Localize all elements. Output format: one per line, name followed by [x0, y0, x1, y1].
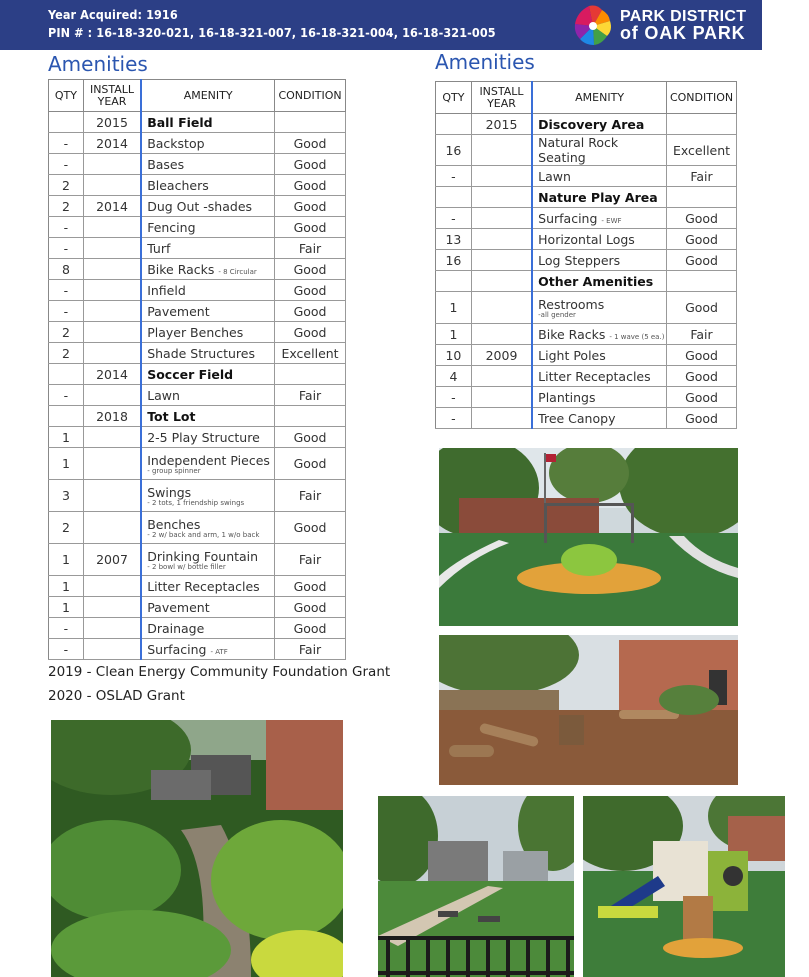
- cell-condition: [667, 271, 737, 292]
- amenity-name: Bike Racks: [147, 261, 215, 277]
- cell-condition: Fair: [275, 238, 346, 259]
- cell-install-year: [83, 576, 141, 597]
- cell-qty: 1: [49, 576, 84, 597]
- cell-install-year: [83, 280, 141, 301]
- amenity-note: - 8 Circular: [218, 267, 257, 276]
- cell-condition: Fair: [667, 324, 737, 345]
- cell-condition: Good: [275, 322, 346, 343]
- amenity-name: Litter Receptacles: [147, 578, 260, 594]
- cell-qty: 1: [49, 427, 84, 448]
- table-row: [49, 512, 346, 544]
- cell-condition: Good: [667, 345, 737, 366]
- pin-numbers: PIN # : 16-18-320-021, 16-18-321-007, 16-18-321-004, 16-18-321-005: [48, 25, 496, 40]
- cell-amenity: [141, 112, 274, 133]
- grant-line-2020: 2020 - OSLAD Grant: [48, 688, 185, 704]
- column-header-install-year: INSTALL YEAR: [471, 82, 532, 114]
- cell-amenity: [141, 576, 274, 597]
- table-row: [49, 597, 346, 618]
- cell-qty: -: [49, 217, 84, 238]
- cell-install-year: [83, 618, 141, 639]
- cell-amenity: [141, 280, 274, 301]
- cell-condition: [667, 114, 737, 135]
- amenity-name: Pavement: [147, 303, 210, 319]
- cell-amenity: [141, 597, 274, 618]
- cell-amenity: [141, 385, 274, 406]
- table-row: [49, 639, 346, 660]
- cell-qty: -: [436, 166, 472, 187]
- cell-amenity: [141, 406, 274, 427]
- cell-condition: Good: [275, 512, 346, 544]
- cell-qty: -: [49, 618, 84, 639]
- cell-qty: -: [436, 208, 472, 229]
- cell-amenity: [141, 154, 274, 175]
- cell-qty: 8: [49, 259, 84, 280]
- amenity-name: Pavement: [147, 599, 210, 615]
- cell-amenity: [532, 250, 666, 271]
- cell-install-year: [83, 512, 141, 544]
- amenity-name: Tree Canopy: [538, 410, 616, 426]
- cell-qty: 1: [49, 544, 84, 576]
- cell-condition: Good: [667, 408, 737, 429]
- cell-amenity: [141, 618, 274, 639]
- cell-qty: -: [49, 133, 84, 154]
- table-row: [49, 427, 346, 448]
- cell-install-year: [471, 135, 532, 166]
- table-row: [436, 387, 737, 408]
- table-row: [49, 448, 346, 480]
- cell-qty: 3: [49, 480, 84, 512]
- table-row: [436, 324, 737, 345]
- cell-amenity: [532, 408, 666, 429]
- amenity-name: Lawn: [147, 387, 180, 403]
- cell-install-year: [83, 427, 141, 448]
- cell-install-year: 2009: [471, 345, 532, 366]
- cell-amenity: [141, 259, 274, 280]
- amenity-name: Infield: [147, 282, 186, 298]
- cell-qty: 2: [49, 175, 84, 196]
- amenity-name: Drainage: [147, 620, 205, 636]
- category-row-tot-lot: [49, 406, 346, 427]
- table-row: [49, 217, 346, 238]
- table-row: [49, 618, 346, 639]
- column-header-amenity: AMENITY: [532, 82, 666, 114]
- cell-install-year: [471, 324, 532, 345]
- cell-install-year: [83, 238, 141, 259]
- table-row: [436, 166, 737, 187]
- cell-condition: Good: [667, 250, 737, 271]
- amenity-note: - 2 bowl w/ bottle filler: [147, 562, 226, 571]
- amenity-name: Log Steppers: [538, 252, 621, 268]
- cell-condition: Good: [667, 366, 737, 387]
- amenity-name: Surfacing: [147, 641, 207, 657]
- cell-qty: -: [49, 639, 84, 660]
- amenity-note: -all gender: [538, 310, 576, 319]
- cell-qty: 2: [49, 196, 84, 217]
- cell-install-year: [471, 387, 532, 408]
- cell-condition: Good: [275, 301, 346, 322]
- right-section-title: Amenities: [435, 50, 535, 74]
- table-header-row: [49, 80, 346, 112]
- cell-qty: [49, 112, 84, 133]
- cell-qty: -: [436, 408, 472, 429]
- amenity-name: Fencing: [147, 219, 196, 235]
- cell-condition: Good: [275, 618, 346, 639]
- table-row: [49, 385, 346, 406]
- pinwheel-logo-icon: [570, 4, 616, 48]
- cell-qty: [436, 187, 472, 208]
- column-header-install-year: INSTALL YEAR: [83, 80, 141, 112]
- category-row-soccer-field: [49, 364, 346, 385]
- grant-line-2019: 2019 - Clean Energy Community Foundation Grant: [48, 664, 391, 680]
- cell-condition: Fair: [667, 166, 737, 187]
- cell-qty: [436, 114, 472, 135]
- table-row: [49, 322, 346, 343]
- cell-install-year: 2007: [83, 544, 141, 576]
- cell-amenity: [532, 114, 666, 135]
- cell-amenity: [141, 322, 274, 343]
- cell-condition: Good: [275, 448, 346, 480]
- table-row: [49, 154, 346, 175]
- cell-condition: Good: [275, 259, 346, 280]
- cell-condition: Good: [275, 597, 346, 618]
- cell-install-year: [471, 271, 532, 292]
- cell-install-year: [471, 250, 532, 271]
- cell-qty: 1: [49, 448, 84, 480]
- cell-condition: [667, 187, 737, 208]
- table-row: [436, 292, 737, 324]
- amenity-note: - 2 tots, 1 friendship swings: [147, 498, 245, 507]
- left-amenities-table: [48, 79, 346, 660]
- amenity-name: Soccer Field: [147, 366, 234, 382]
- cell-install-year: [83, 322, 141, 343]
- cell-condition: Fair: [275, 385, 346, 406]
- table-row: [49, 238, 346, 259]
- amenity-name: Independent Pieces: [147, 452, 270, 468]
- cell-qty: 13: [436, 229, 472, 250]
- table-row: [436, 135, 737, 166]
- cell-qty: 4: [436, 366, 472, 387]
- cell-install-year: [83, 217, 141, 238]
- cell-qty: -: [49, 154, 84, 175]
- cell-install-year: [83, 301, 141, 322]
- cell-amenity: [532, 166, 666, 187]
- table-row: [436, 366, 737, 387]
- photo-play-structure: [583, 796, 785, 977]
- table-row: [436, 250, 737, 271]
- amenity-name: Swings: [147, 484, 192, 500]
- cell-amenity: [532, 271, 666, 292]
- cell-condition: Good: [275, 175, 346, 196]
- amenity-name: Ball Field: [147, 114, 213, 130]
- cell-amenity: [141, 364, 274, 385]
- table-row: [49, 301, 346, 322]
- amenity-name: Discovery Area: [538, 116, 645, 132]
- amenity-note: - 1 wave (5 ea.): [609, 332, 665, 341]
- column-header-qty: QTY: [436, 82, 472, 114]
- cell-qty: [49, 364, 84, 385]
- cell-amenity: [141, 343, 274, 364]
- category-row-other-amenities: [436, 271, 737, 292]
- cell-condition: Good: [275, 196, 346, 217]
- amenity-name: Natural Rock Seating: [538, 135, 619, 165]
- left-section-title: Amenities: [48, 52, 148, 76]
- cell-install-year: [471, 292, 532, 324]
- cell-amenity: [532, 345, 666, 366]
- category-row-ball-field: [49, 112, 346, 133]
- cell-install-year: [471, 408, 532, 429]
- cell-qty: 1: [436, 292, 472, 324]
- cell-condition: Excellent: [667, 135, 737, 166]
- photo-tot-lot-spinner: [439, 448, 738, 626]
- amenity-note: - EWF: [601, 216, 622, 225]
- cell-amenity: [141, 544, 274, 576]
- logo-text-line1: PARK DISTRICT: [620, 8, 747, 25]
- cell-qty: 16: [436, 135, 472, 166]
- table-row: [49, 175, 346, 196]
- logo-text-line2: of OAK PARK: [620, 23, 746, 43]
- cell-condition: Good: [275, 133, 346, 154]
- cell-condition: Fair: [275, 480, 346, 512]
- cell-qty: 10: [436, 345, 472, 366]
- amenity-name: Player Benches: [147, 324, 244, 340]
- cell-install-year: 2015: [471, 114, 532, 135]
- cell-install-year: [83, 343, 141, 364]
- cell-amenity: [141, 480, 274, 512]
- cell-install-year: [83, 480, 141, 512]
- cell-qty: 2: [49, 322, 84, 343]
- cell-condition: Good: [275, 154, 346, 175]
- cell-amenity: [141, 639, 274, 660]
- cell-install-year: [471, 166, 532, 187]
- table-row: [49, 544, 346, 576]
- cell-condition: Good: [667, 229, 737, 250]
- cell-qty: -: [436, 387, 472, 408]
- cell-amenity: [532, 187, 666, 208]
- cell-install-year: [83, 154, 141, 175]
- amenity-name: Backstop: [147, 135, 205, 151]
- amenity-name: Surfacing: [538, 210, 598, 226]
- cell-qty: 1: [436, 324, 472, 345]
- amenity-name: Bases: [147, 156, 185, 172]
- year-acquired: Year Acquired: 1916: [48, 7, 178, 22]
- cell-install-year: 2018: [83, 406, 141, 427]
- cell-qty: [436, 271, 472, 292]
- amenity-name: Lawn: [538, 168, 571, 184]
- cell-qty: -: [49, 385, 84, 406]
- cell-condition: Fair: [275, 639, 346, 660]
- cell-install-year: 2014: [83, 133, 141, 154]
- amenity-note: - group spinner: [147, 466, 201, 475]
- column-header-qty: QTY: [49, 80, 84, 112]
- photo-seating-lawn: [378, 796, 574, 977]
- cell-install-year: 2014: [83, 364, 141, 385]
- cell-qty: -: [49, 238, 84, 259]
- cell-condition: [275, 112, 346, 133]
- amenity-name: Light Poles: [538, 347, 606, 363]
- page-header: [0, 0, 762, 50]
- amenity-name: Shade Structures: [147, 345, 255, 361]
- cell-install-year: [83, 385, 141, 406]
- category-row-nature-play-area: [436, 187, 737, 208]
- amenity-name: Drinking Fountain: [147, 548, 259, 564]
- cell-amenity: [532, 387, 666, 408]
- cell-install-year: [471, 187, 532, 208]
- amenity-name: Nature Play Area: [538, 189, 658, 205]
- cell-install-year: [83, 175, 141, 196]
- amenity-name: Bleachers: [147, 177, 209, 193]
- amenity-name: Restrooms: [538, 296, 605, 312]
- cell-qty: 16: [436, 250, 472, 271]
- cell-condition: Good: [667, 208, 737, 229]
- cell-install-year: [471, 366, 532, 387]
- cell-install-year: [471, 229, 532, 250]
- cell-condition: Good: [275, 427, 346, 448]
- cell-amenity: [141, 427, 274, 448]
- photo-rain-garden: [51, 720, 343, 977]
- table-row: [49, 480, 346, 512]
- amenity-name: Tot Lot: [147, 408, 196, 424]
- photo-nature-play-area: [439, 635, 738, 785]
- table-row: [49, 576, 346, 597]
- cell-amenity: [532, 135, 666, 166]
- amenity-note: - ATF: [210, 647, 228, 656]
- cell-amenity: [141, 512, 274, 544]
- column-header-condition: CONDITION: [667, 82, 737, 114]
- table-row: [436, 345, 737, 366]
- column-header-amenity: AMENITY: [141, 80, 274, 112]
- cell-install-year: [83, 597, 141, 618]
- amenity-note: - 2 w/ back and arm, 1 w/o back: [147, 530, 260, 539]
- cell-amenity: [141, 133, 274, 154]
- cell-amenity: [532, 208, 666, 229]
- table-row: [436, 208, 737, 229]
- cell-condition: [275, 364, 346, 385]
- cell-amenity: [141, 217, 274, 238]
- cell-condition: Excellent: [275, 343, 346, 364]
- cell-condition: Good: [667, 387, 737, 408]
- cell-amenity: [532, 324, 666, 345]
- cell-install-year: 2014: [83, 196, 141, 217]
- cell-amenity: [141, 301, 274, 322]
- table-row: [436, 229, 737, 250]
- right-amenities-table: [435, 81, 737, 429]
- cell-qty: -: [49, 301, 84, 322]
- cell-amenity: [532, 366, 666, 387]
- cell-qty: -: [49, 280, 84, 301]
- cell-install-year: [83, 639, 141, 660]
- cell-install-year: [471, 208, 532, 229]
- table-row: [436, 408, 737, 429]
- amenity-name: Turf: [147, 240, 171, 256]
- cell-qty: 1: [49, 597, 84, 618]
- cell-qty: 2: [49, 512, 84, 544]
- amenity-name: Benches: [147, 516, 201, 532]
- cell-qty: [49, 406, 84, 427]
- amenity-name: Horizontal Logs: [538, 231, 635, 247]
- category-row-discovery-area: [436, 114, 737, 135]
- amenity-name: Dug Out -shades: [147, 198, 253, 214]
- cell-amenity: [141, 238, 274, 259]
- column-header-condition: CONDITION: [275, 80, 346, 112]
- table-row: [49, 259, 346, 280]
- cell-install-year: 2015: [83, 112, 141, 133]
- table-row: [49, 196, 346, 217]
- cell-install-year: [83, 448, 141, 480]
- table-row: [49, 343, 346, 364]
- cell-amenity: [141, 196, 274, 217]
- cell-amenity: [141, 175, 274, 196]
- amenity-name: 2-5 Play Structure: [147, 429, 260, 445]
- cell-condition: Good: [275, 280, 346, 301]
- amenity-name: Plantings: [538, 389, 596, 405]
- cell-qty: 2: [49, 343, 84, 364]
- cell-amenity: [532, 292, 666, 324]
- amenity-name: Litter Receptacles: [538, 368, 651, 384]
- cell-condition: Fair: [275, 544, 346, 576]
- cell-condition: Good: [275, 576, 346, 597]
- cell-amenity: [141, 448, 274, 480]
- table-header-row: [436, 82, 737, 114]
- amenity-name: Bike Racks: [538, 326, 606, 342]
- amenity-name: Other Amenities: [538, 273, 654, 289]
- table-row: [49, 280, 346, 301]
- park-district-logo: [570, 4, 760, 48]
- cell-condition: Good: [667, 292, 737, 324]
- cell-amenity: [532, 229, 666, 250]
- cell-install-year: [83, 259, 141, 280]
- table-row: [49, 133, 346, 154]
- cell-condition: Good: [275, 217, 346, 238]
- cell-condition: [275, 406, 346, 427]
